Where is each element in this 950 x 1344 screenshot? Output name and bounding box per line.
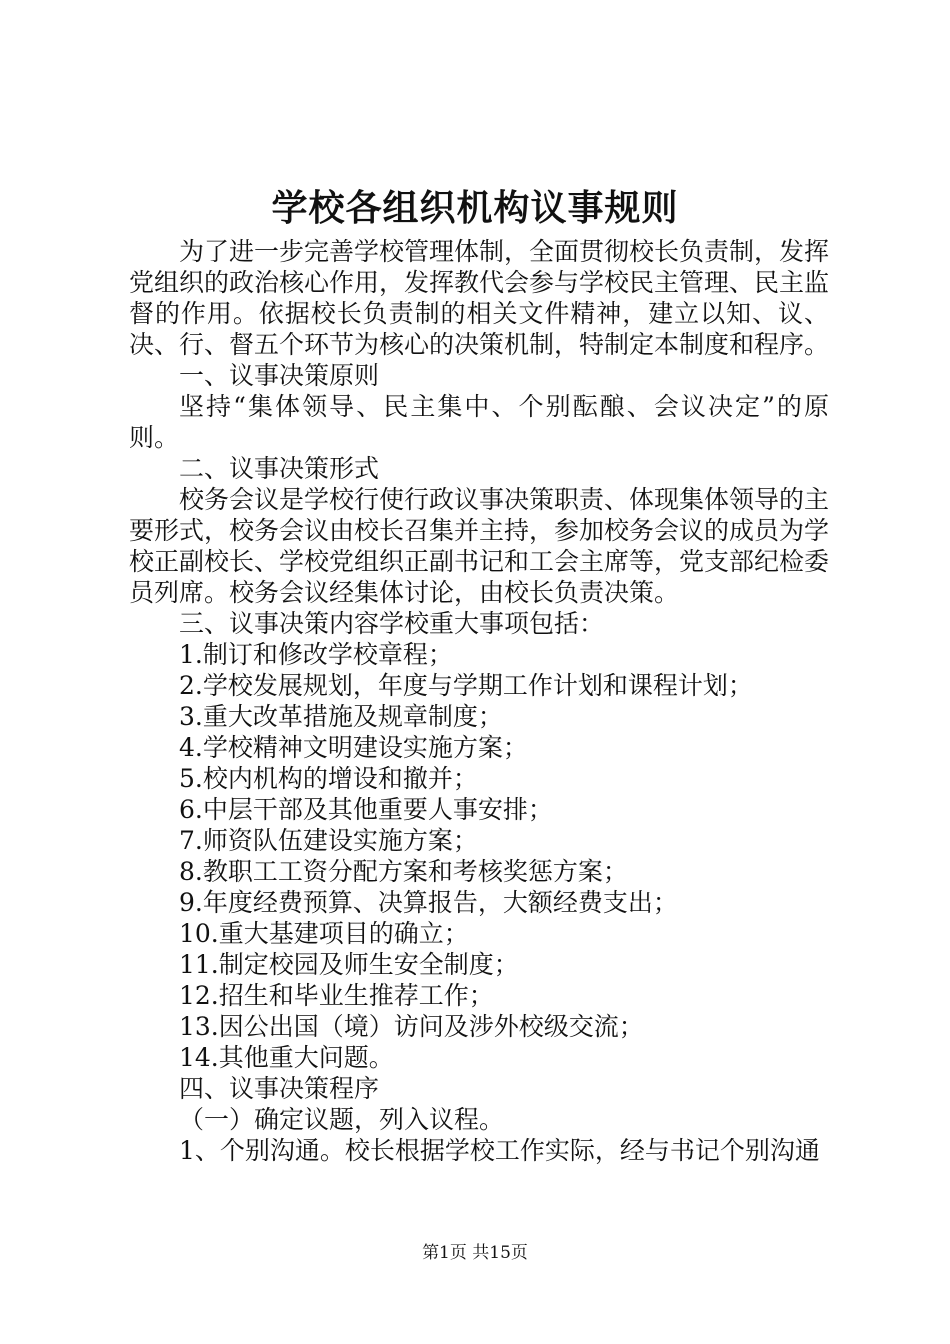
list-item: 12.招生和毕业生推荐工作； [179, 981, 494, 1010]
document-body [129, 236, 829, 1166]
list-item: 13.因公出国（境）访问及涉外校级交流； [179, 1012, 644, 1041]
paragraph-intro: 为了进一步完善学校管理体制，全面贯彻校长负责制，发挥党组织的政治核心作用，发挥教代会参与学校民主管理、民主监督的作用。依据校长负责制的相关文件精神，建立以知、议、决、行、督五个环节为核心的决策机制，特制定本制度和程序。 [129, 237, 830, 359]
list-item: 10.重大基建项目的确立； [179, 919, 469, 948]
document-title: 学校各组织机构议事规则 [271, 187, 679, 229]
paragraph-forms: 校务会议是学校行使行政议事决策职责、体现集体领导的主要形式，校务会议由校长召集并主持，参加校务会议的成员为学校正副校长、学校党组织正副书记和工会主席等，党支部纪检委员列席。校务会议经集体讨论，由校长负责决策。 [129, 485, 830, 607]
list-item: 14.其他重大问题。 [179, 1043, 394, 1072]
list-item: 5.校内机构的增设和撤并； [179, 764, 478, 793]
list-item: 7.师资队伍建设实施方案； [179, 826, 478, 855]
list-item: 3.重大改革措施及规章制度； [179, 702, 503, 731]
subsection-heading: （一）确定议题，列入议程。 [179, 1105, 505, 1134]
list-item: 8.教职工工资分配方案和考核奖惩方案； [179, 857, 628, 886]
list-item: 4.学校精神文明建设实施方案； [179, 733, 528, 762]
list-item: 11.制定校园及师生安全制度； [179, 950, 519, 979]
page-footer: 第1页 共15页 [422, 1243, 528, 1263]
list-item: 1.制订和修改学校章程； [179, 640, 453, 669]
list-item: 6.中层干部及其他重要人事安排； [179, 795, 553, 824]
section-heading-procedure: 四、议事决策程序 [179, 1074, 380, 1103]
list-item: 2.学校发展规划，年度与学期工作计划和课程计划； [179, 671, 753, 700]
section-heading-content: 三、议事决策内容学校重大事项包括： [179, 609, 605, 638]
section-heading-principles: 一、议事决策原则 [179, 361, 380, 390]
paragraph-principles: 坚持“集体领导、民主集中、个别酝酿、会议决定”的原则。 [129, 392, 829, 452]
paragraph-procedure-step: 1、个别沟通。校长根据学校工作实际，经与书记个别沟通 [179, 1136, 820, 1165]
section-heading-forms: 二、议事决策形式 [179, 454, 380, 483]
list-item: 9.年度经费预算、决算报告，大额经费支出； [179, 888, 678, 917]
